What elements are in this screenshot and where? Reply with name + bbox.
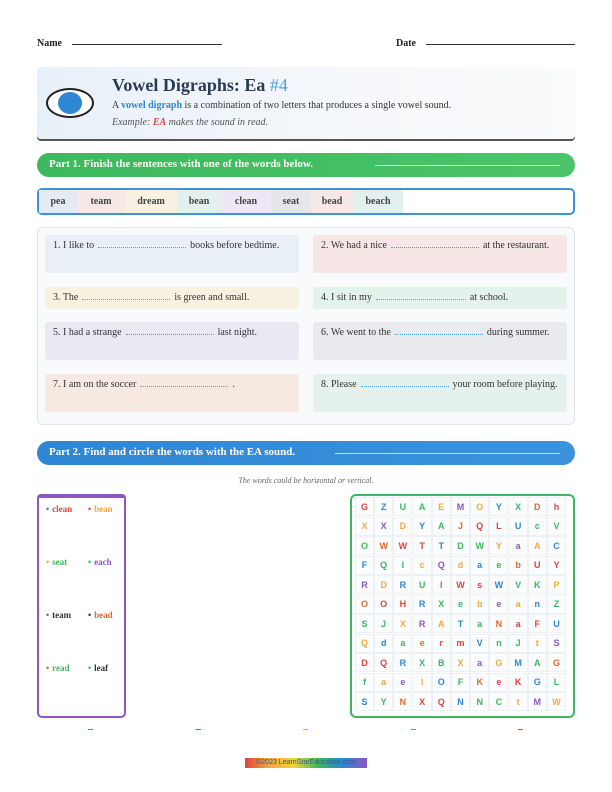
sentence-2 — [313, 235, 567, 273]
grid-cell[interactable]: M — [509, 653, 528, 672]
grid-cell[interactable]: X — [432, 595, 451, 614]
grid-cell[interactable]: Q — [374, 653, 393, 672]
word-list-word: each — [94, 557, 112, 567]
answer-blank[interactable] — [391, 240, 479, 248]
sentence-text-pre: 1. I like to — [53, 240, 95, 251]
grid-cell[interactable]: X — [509, 497, 528, 516]
sentence-text-post: your room before playing. — [452, 379, 558, 390]
grid-cell[interactable]: h — [547, 497, 566, 516]
grid-cell[interactable]: A — [528, 536, 547, 555]
word-list-item — [46, 663, 70, 673]
definition-pre: A — [112, 100, 119, 111]
grid-cell[interactable]: I — [432, 575, 451, 594]
word-list-word: bean — [94, 504, 113, 514]
answer-blank[interactable] — [395, 327, 483, 335]
grid-cell[interactable]: R — [355, 575, 374, 594]
grid-cell[interactable]: R — [413, 614, 432, 633]
grid-cell[interactable]: R — [393, 575, 412, 594]
bullet-icon: • — [88, 504, 92, 514]
grid-cell[interactable]: a — [374, 673, 393, 692]
grid-cell[interactable]: a — [470, 614, 489, 633]
grid-cell[interactable]: a — [393, 634, 412, 653]
word-list-box — [37, 494, 126, 718]
grid-cell[interactable]: D — [374, 575, 393, 594]
word-list-word: read — [52, 663, 70, 673]
word-list-word: team — [52, 610, 72, 620]
date-label: Date — [396, 38, 416, 49]
grid-cell[interactable]: A — [432, 517, 451, 536]
grid-cell[interactable]: l — [413, 673, 432, 692]
grid-cell[interactable]: S — [547, 634, 566, 653]
grid-cell[interactable]: n — [489, 634, 508, 653]
sentence-5 — [45, 322, 299, 360]
grid-cell[interactable]: K — [470, 673, 489, 692]
grid-cell[interactable]: F — [355, 556, 374, 575]
grid-cell[interactable]: M — [451, 497, 470, 516]
grid-cell[interactable]: J — [374, 614, 393, 633]
sentence-text-pre: 8. Please — [321, 379, 357, 390]
tick-mark — [196, 729, 201, 730]
grid-cell[interactable]: Q — [374, 556, 393, 575]
answer-blank[interactable] — [82, 292, 170, 300]
grid-cell[interactable]: X — [413, 653, 432, 672]
grid-cell[interactable]: W — [451, 575, 470, 594]
grid-cell[interactable]: c — [528, 517, 547, 536]
word-list-item — [88, 610, 113, 620]
grid-cell[interactable]: t — [509, 692, 528, 711]
sentence-text-pre: 4. I sit in my — [321, 292, 372, 303]
grid-cell[interactable]: L — [489, 517, 508, 536]
date-line[interactable] — [426, 44, 575, 45]
sentence-text-post: at school. — [469, 292, 509, 303]
grid-cell[interactable]: W — [393, 536, 412, 555]
definition-term: vowel digraph — [121, 100, 183, 111]
part1-banner-line — [375, 165, 560, 166]
word-list-item — [88, 504, 113, 514]
grid-cell[interactable]: C — [547, 536, 566, 555]
answer-blank[interactable] — [126, 327, 214, 335]
example-term: EA — [152, 117, 167, 128]
word-list-item — [46, 610, 71, 620]
grid-cell[interactable]: O — [432, 673, 451, 692]
word-list-item — [46, 557, 67, 567]
grid-cell[interactable]: X — [355, 517, 374, 536]
grid-cell[interactable]: b — [509, 556, 528, 575]
grid-cell[interactable]: E — [432, 497, 451, 516]
sentence-6 — [313, 322, 567, 360]
grid-cell[interactable]: B — [432, 653, 451, 672]
sentence-text-post: at the restaurant. — [482, 240, 550, 251]
grid-cell[interactable]: G — [528, 673, 547, 692]
grid-cell[interactable]: V — [470, 634, 489, 653]
grid-cell[interactable]: C — [489, 692, 508, 711]
tick-mark — [88, 729, 93, 730]
grid-cell[interactable]: S — [355, 692, 374, 711]
grid-cell[interactable]: V — [547, 517, 566, 536]
grid-cell[interactable]: Y — [489, 536, 508, 555]
word-bank-item: beach — [353, 190, 403, 213]
grid-cell[interactable]: R — [413, 595, 432, 614]
grid-cell[interactable]: X — [413, 692, 432, 711]
word-list-word: leaf — [94, 663, 109, 673]
grid-cell[interactable]: A — [413, 497, 432, 516]
answer-blank[interactable] — [140, 379, 228, 387]
grid-cell[interactable]: D — [528, 497, 547, 516]
name-label: Name — [37, 38, 62, 49]
grid-cell[interactable]: e — [489, 595, 508, 614]
grid-cell[interactable]: W — [489, 575, 508, 594]
example — [112, 117, 268, 128]
word-bank-item: bead — [311, 190, 353, 213]
part2-note: The words could be horizontal or vertical. — [238, 476, 374, 485]
grid-cell[interactable]: V — [509, 575, 528, 594]
sentence-4 — [313, 287, 567, 309]
grid-cell[interactable]: R — [393, 653, 412, 672]
part1-heading: Part 1. Finish the sentences with one of the words below. — [49, 158, 313, 170]
grid-cell[interactable]: e — [413, 634, 432, 653]
grid-cell[interactable]: J — [509, 634, 528, 653]
word-list-item — [46, 504, 72, 514]
grid-cell[interactable]: U — [413, 575, 432, 594]
grid-cell[interactable]: U — [528, 556, 547, 575]
grid-cell[interactable]: O — [470, 497, 489, 516]
grid-cell[interactable]: c — [413, 556, 432, 575]
grid-cell[interactable]: a — [470, 556, 489, 575]
grid-cell[interactable]: a — [509, 614, 528, 633]
grid-cell[interactable]: G — [355, 497, 374, 516]
grid-cell[interactable]: G — [547, 653, 566, 672]
bullet-icon: • — [46, 663, 50, 673]
grid-cell[interactable]: P — [547, 575, 566, 594]
grid-cell[interactable]: b — [470, 595, 489, 614]
grid-cell[interactable]: r — [432, 634, 451, 653]
grid-cell[interactable]: f — [355, 673, 374, 692]
grid-cell[interactable]: Z — [547, 595, 566, 614]
grid-cell[interactable]: D — [393, 517, 412, 536]
bullet-icon: • — [88, 610, 92, 620]
tick-mark — [303, 729, 308, 730]
grid-cell[interactable]: A — [432, 614, 451, 633]
grid-cell[interactable]: N — [489, 614, 508, 633]
grid-cell[interactable]: O — [374, 595, 393, 614]
grid-cell[interactable]: W — [470, 536, 489, 555]
word-bank-item: bean — [177, 190, 221, 213]
part2-banner-line — [335, 453, 560, 454]
sentence-7 — [45, 374, 299, 412]
word-list-item — [88, 557, 112, 567]
word-bank-item: clean — [221, 190, 271, 213]
bullet-icon: • — [46, 504, 50, 514]
word-bank-item: team — [77, 190, 125, 213]
sentence-text-pre: 7. I am on the soccer — [53, 379, 137, 390]
sentence-text-pre: 5. I had a strange — [53, 327, 122, 338]
grid-cell[interactable]: X — [451, 653, 470, 672]
grid-cell[interactable]: Q — [355, 634, 374, 653]
grid-cell[interactable]: T — [432, 536, 451, 555]
bullet-icon: • — [46, 610, 50, 620]
word-list-word: bead — [94, 610, 113, 620]
grid-cell[interactable]: F — [528, 614, 547, 633]
grid-cell[interactable]: d — [451, 556, 470, 575]
word-list-word: clean — [52, 504, 73, 514]
grid-cell[interactable]: M — [528, 692, 547, 711]
grid-cell[interactable]: W — [547, 692, 566, 711]
sentence-text-post: . — [232, 379, 235, 390]
grid-cell[interactable]: J — [451, 517, 470, 536]
definition-post: is a combination of two letters that produces a single vowel sound. — [184, 100, 452, 111]
grid-cell[interactable]: Q — [432, 692, 451, 711]
grid-cell[interactable]: X — [393, 614, 412, 633]
sentence-text-post: books before bedtime. — [190, 240, 280, 251]
word-bank-item: dream — [125, 190, 177, 213]
grid-cell[interactable]: N — [393, 692, 412, 711]
grid-cell[interactable]: U — [393, 497, 412, 516]
grid-cell[interactable]: Y — [547, 556, 566, 575]
part2-heading: Part 2. Find and circle the words with the EA sound. — [49, 446, 296, 458]
grid-cell[interactable]: a — [509, 536, 528, 555]
bullet-icon: • — [88, 663, 92, 673]
grid-cell[interactable]: Y — [489, 497, 508, 516]
grid-cell[interactable]: O — [355, 536, 374, 555]
word-list-word: seat — [52, 557, 68, 567]
sentence-text-post: last night. — [217, 327, 258, 338]
bullet-icon: • — [88, 557, 92, 567]
word-list-topbar — [37, 494, 126, 498]
word-bank-item: pea — [39, 190, 77, 213]
grid-cell[interactable]: Q — [432, 556, 451, 575]
grid-cell[interactable]: m — [451, 634, 470, 653]
grid-cell[interactable]: Y — [374, 692, 393, 711]
sentence-text-post: during summer. — [486, 327, 550, 338]
grid-cell[interactable]: G — [489, 653, 508, 672]
grid-cell[interactable]: e — [489, 556, 508, 575]
grid-cell[interactable]: Y — [413, 517, 432, 536]
answer-blank[interactable] — [376, 292, 466, 300]
page-title — [112, 75, 288, 96]
grid-cell[interactable]: D — [355, 653, 374, 672]
grid-cell[interactable]: U — [509, 517, 528, 536]
grid-cell[interactable]: Z — [374, 497, 393, 516]
grid-cell[interactable]: N — [470, 692, 489, 711]
grid-cell[interactable]: T — [451, 614, 470, 633]
grid-cell[interactable]: K — [509, 673, 528, 692]
title-number: #4 — [269, 75, 288, 95]
sentence-text-pre: 2. We had a nice — [321, 240, 387, 251]
grid-cell[interactable]: I — [393, 556, 412, 575]
grid-cell[interactable]: F — [451, 673, 470, 692]
grid-cell[interactable]: T — [413, 536, 432, 555]
grid-cell[interactable]: e — [489, 673, 508, 692]
example-post: makes the sound in read. — [168, 117, 269, 128]
example-pre: Example: — [112, 117, 151, 128]
sentence-text-pre: 6. We went to the — [321, 327, 391, 338]
footer-copyright[interactable]: ©2023 LearnStarEducation.com — [245, 758, 367, 768]
grid-cell[interactable]: t — [528, 634, 547, 653]
sentence-text-post: is green and small. — [174, 292, 250, 303]
tick-mark — [411, 729, 416, 730]
answer-blank[interactable] — [98, 240, 186, 248]
tick-mark — [518, 729, 523, 730]
grid-cell[interactable]: a — [509, 595, 528, 614]
sentence-3 — [45, 287, 299, 309]
answer-blank[interactable] — [361, 379, 449, 387]
title-main: Vowel Digraphs: Ea — [112, 75, 266, 95]
sentence-8 — [313, 374, 567, 412]
grid-cell[interactable]: s — [470, 575, 489, 594]
grid-cell[interactable]: e — [451, 595, 470, 614]
grid-cell[interactable]: K — [528, 575, 547, 594]
word-bank-item: seat — [271, 190, 311, 213]
grid-cell[interactable]: d — [374, 634, 393, 653]
grid-cell[interactable]: Q — [470, 517, 489, 536]
grid-cell[interactable]: H — [393, 595, 412, 614]
grid-cell[interactable]: S — [355, 614, 374, 633]
grid-cell[interactable]: n — [528, 595, 547, 614]
grid-cell[interactable]: e — [393, 673, 412, 692]
name-line[interactable] — [72, 44, 222, 45]
eye-iris-icon — [58, 92, 82, 114]
grid-cell[interactable]: A — [528, 653, 547, 672]
definition — [112, 100, 451, 111]
grid-cell[interactable]: O — [355, 595, 374, 614]
grid-cell[interactable]: W — [374, 536, 393, 555]
grid-cell[interactable]: L — [547, 673, 566, 692]
sentence-1 — [45, 235, 299, 273]
grid-cell[interactable]: X — [374, 517, 393, 536]
grid-cell[interactable]: D — [451, 536, 470, 555]
grid-cell[interactable]: N — [451, 692, 470, 711]
word-list-item — [88, 663, 108, 673]
grid-cell[interactable]: a — [470, 653, 489, 672]
grid-cell[interactable]: U — [547, 614, 566, 633]
sentence-text-pre: 3. The — [53, 292, 79, 303]
bullet-icon: • — [46, 557, 50, 567]
